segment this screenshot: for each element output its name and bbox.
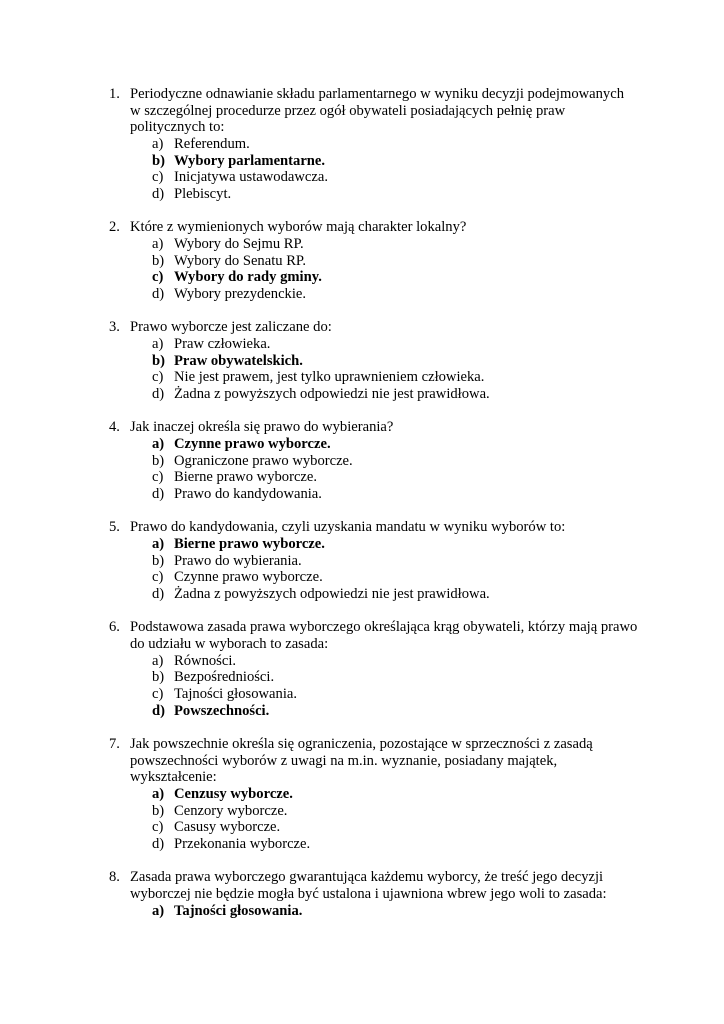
- question-item: [0, 319, 724, 402]
- question-text: Prawo wyborcze jest zaliczane do:: [130, 319, 332, 336]
- answer-option: [0, 236, 724, 253]
- question-text: Podstawowa zasada prawa wyborczego określająca krąg obywateli, którzy mają prawo do udziału w wyborach to zasada:: [130, 619, 638, 652]
- question-text: Prawo do kandydowania, czyli uzyskania mandatu w wyniku wyborów to:: [130, 519, 566, 536]
- option-text: Żadna z powyższych odpowiedzi nie jest prawidłowa.: [174, 585, 490, 602]
- option-text: Wybory do Sejmu RP.: [174, 236, 304, 253]
- option-text: Czynne prawo wyborcze.: [174, 435, 331, 452]
- option-text: Praw obywatelskich.: [174, 352, 303, 369]
- option-text: Równości.: [174, 652, 237, 669]
- option-text: Inicjatywa ustawodawcza.: [174, 169, 328, 186]
- answer-option-correct: [0, 703, 724, 720]
- answer-option: [0, 653, 724, 670]
- answer-option-correct: [0, 786, 724, 803]
- question-number: 7.: [109, 735, 120, 752]
- option-text: Wybory do rady gminy.: [174, 269, 322, 286]
- answer-option: [0, 336, 724, 353]
- answer-option: [0, 486, 724, 503]
- option-label: a): [152, 136, 164, 153]
- answer-option: [0, 169, 724, 186]
- option-label: a): [152, 785, 165, 802]
- option-label: d): [152, 702, 165, 719]
- option-text: Plebiscyt.: [174, 186, 232, 203]
- answer-option-correct: [0, 536, 724, 553]
- option-label: a): [152, 236, 164, 253]
- option-label: a): [152, 435, 165, 452]
- question-text: Jak inaczej określa się prawo do wybierania?: [130, 419, 394, 436]
- option-label: d): [152, 286, 165, 303]
- option-label: c): [152, 269, 164, 286]
- answer-option: [0, 586, 724, 603]
- option-label: b): [152, 802, 165, 819]
- option-text: Casusy wyborcze.: [174, 819, 281, 836]
- option-label: c): [152, 369, 164, 386]
- question-number: 2.: [109, 219, 120, 236]
- option-label: c): [152, 469, 164, 486]
- answer-option: [0, 453, 724, 470]
- answer-option: [0, 819, 724, 836]
- option-label: b): [152, 352, 165, 369]
- option-text: Nie jest prawem, jest tylko uprawnieniem człowieka.: [174, 369, 485, 386]
- question-item: [0, 219, 724, 302]
- option-label: d): [152, 585, 165, 602]
- option-label: b): [152, 452, 165, 469]
- question-number: 4.: [109, 419, 120, 436]
- option-text: Cenzory wyborcze.: [174, 802, 288, 819]
- question-text: Zasada prawa wyborczego gwarantująca każdemu wyborcy, że treść jego decyzji wyborczej nie będzie mogła być ustalona i ujawniona wbrew jego woli to zasada:: [130, 869, 607, 902]
- question-item: [0, 519, 724, 602]
- option-text: Cenzusy wyborcze.: [174, 785, 293, 802]
- option-label: d): [152, 386, 165, 403]
- option-text: Prawo do wybierania.: [174, 552, 302, 569]
- question-item: [0, 86, 724, 203]
- answer-option: [0, 253, 724, 270]
- option-text: Przekonania wyborcze.: [174, 836, 311, 852]
- option-label: d): [152, 186, 165, 203]
- question-text: Periodyczne odnawianie składu parlamentarnego w wyniku decyzji podejmowanych w szczególnej procedurze przez ogół obywateli posiadających pełnię praw politycznych to:: [130, 86, 624, 136]
- question-item: [0, 419, 724, 502]
- answer-option-correct: [0, 153, 724, 170]
- option-label: b): [152, 152, 165, 169]
- answer-option-correct: [0, 903, 724, 920]
- option-label: b): [152, 669, 165, 686]
- option-text: Czynne prawo wyborcze.: [174, 569, 323, 586]
- option-label: c): [152, 819, 164, 836]
- option-label: c): [152, 685, 164, 702]
- question-text: Które z wymienionych wyborów mają charakter lokalny?: [130, 219, 467, 236]
- question-item: [0, 869, 724, 919]
- option-text: Bierne prawo wyborcze.: [174, 469, 318, 486]
- question-number: 8.: [109, 869, 120, 886]
- option-label: b): [152, 552, 165, 569]
- answer-option: [0, 553, 724, 570]
- answer-option-correct: [0, 353, 724, 370]
- answer-option: [0, 386, 724, 403]
- option-text: Wybory do Senatu RP.: [174, 252, 307, 269]
- answer-option: [0, 369, 724, 386]
- option-label: c): [152, 569, 164, 586]
- option-text: Żadna z powyższych odpowiedzi nie jest prawidłowa.: [174, 386, 490, 403]
- option-text: Tajności głosowania.: [174, 685, 297, 702]
- option-text: Wybory parlamentarne.: [174, 152, 326, 169]
- option-label: a): [152, 535, 165, 552]
- option-text: Bierne prawo wyborcze.: [174, 535, 325, 552]
- question-text: Jak powszechnie określa się ograniczenia, pozostające w sprzeczności z zasadą powszechności wyborów z uwagi na m.in. wyznanie, posiadany majątek, wykształcenie:: [130, 735, 593, 786]
- option-text: Wybory prezydenckie.: [174, 286, 307, 303]
- option-label: a): [152, 336, 164, 353]
- answer-option-correct: [0, 269, 724, 286]
- option-label: d): [152, 836, 165, 852]
- answer-option: [0, 136, 724, 153]
- answer-option: [0, 669, 724, 686]
- answer-option: [0, 469, 724, 486]
- question-item: [0, 619, 724, 719]
- option-text: Referendum.: [174, 136, 250, 153]
- question-item: [0, 736, 724, 853]
- option-label: b): [152, 252, 165, 269]
- option-text: Ograniczone prawo wyborcze.: [174, 452, 353, 469]
- option-label: c): [152, 169, 164, 186]
- option-label: a): [152, 902, 165, 919]
- answer-option: [0, 836, 724, 853]
- option-text: Powszechności.: [174, 702, 270, 719]
- option-text: Prawo do kandydowania.: [174, 486, 322, 503]
- question-number: 6.: [109, 619, 120, 636]
- option-text: Tajności głosowania.: [174, 902, 303, 919]
- answer-option: [0, 569, 724, 586]
- option-text: Bezpośredniości.: [174, 669, 275, 686]
- option-label: a): [152, 652, 164, 669]
- option-text: Praw człowieka.: [174, 336, 271, 353]
- answer-option: [0, 186, 724, 203]
- answer-option: [0, 686, 724, 703]
- question-number: 5.: [109, 519, 120, 536]
- question-number: 1.: [109, 86, 120, 102]
- question-number: 3.: [109, 319, 120, 336]
- answer-option-correct: [0, 436, 724, 453]
- question-list: [0, 86, 724, 936]
- option-label: d): [152, 486, 165, 503]
- answer-option: [0, 803, 724, 820]
- answer-option: [0, 286, 724, 303]
